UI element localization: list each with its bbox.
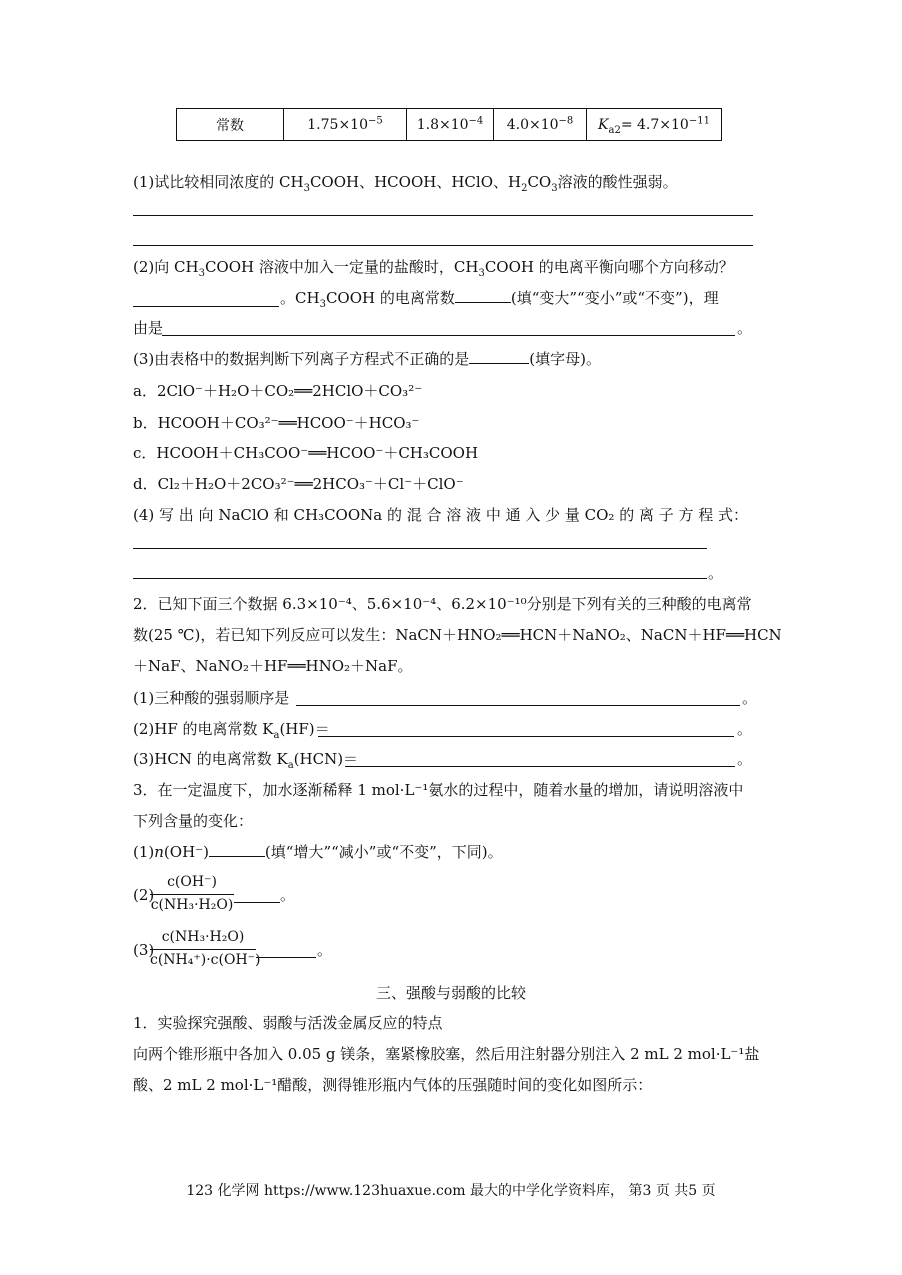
- sub3: 3: [198, 268, 205, 279]
- answer-line[interactable]: [162, 335, 735, 336]
- numerator: c(NH₃·H₂O): [161, 929, 245, 945]
- page-footer: 123 化学网 https://www.123huaxue.com 最大的中学化学资料库， 第3 页 共5 页: [186, 1183, 716, 1199]
- problem-3-line-1: 3．在一定温度下，加水逐渐稀释 1 mol·L⁻¹氨水的过程中，随着水量的增加，请说明溶液中: [133, 781, 744, 799]
- section-heading-1: 1．实验探究强酸、弱酸与活泼金属反应的特点: [133, 1014, 443, 1032]
- answer-blank[interactable]: [455, 288, 511, 303]
- value-text: 4.0×10: [506, 116, 559, 133]
- answer-line[interactable]: [296, 705, 740, 706]
- denominator: c(NH₄⁺)·c(OH⁻): [150, 952, 261, 968]
- sub3: 3: [319, 299, 326, 310]
- numerator: c(OH⁻): [167, 874, 217, 890]
- t: 。CH: [280, 289, 320, 307]
- answer-line[interactable]: [133, 548, 707, 549]
- label-text: 常数: [216, 117, 244, 134]
- value-text: = 4.7×10: [620, 116, 689, 133]
- fraction-2: [150, 874, 234, 914]
- problem-2-line-1: 2．已知下面三个数据 6.3×10⁻⁴、5.6×10⁻⁴、6.2×10⁻¹⁰分别是下列有关的三种酸的电离常: [133, 595, 752, 613]
- fraction-bar: [150, 894, 234, 895]
- sub3: 3: [551, 183, 558, 194]
- t: (3)HCN 的电离常数 K: [133, 750, 288, 768]
- question-2-line-2: [280, 288, 719, 308]
- problem-2-sub-2: [133, 719, 330, 739]
- t: (填字母)。: [529, 350, 601, 368]
- sub3: 3: [303, 183, 310, 194]
- answer-blank[interactable]: [209, 842, 265, 857]
- t: COOH 的电离平衡向哪个方向移动？: [484, 258, 734, 276]
- answer-line[interactable]: [133, 245, 753, 246]
- t: (填“增大”“减小”或“不变”，下同)。: [264, 843, 503, 861]
- answer-blank[interactable]: [469, 349, 529, 364]
- question-3-stem: [133, 349, 601, 369]
- period: 。: [737, 319, 753, 337]
- exponent: −11: [688, 114, 710, 126]
- sub-a: a: [287, 760, 294, 771]
- value-text: 1.75×10: [307, 116, 368, 133]
- t: (HCN)＝: [293, 750, 359, 768]
- problem-2-sub-1: (1)三种酸的强弱顺序是: [133, 689, 290, 707]
- sub-a: a: [273, 730, 280, 741]
- exponent: −5: [367, 114, 383, 126]
- sub3: 3: [478, 268, 485, 279]
- denominator: c(NH₃·H₂O): [150, 897, 234, 913]
- table-cell-hcooh: [407, 109, 494, 141]
- period: 。: [708, 564, 724, 582]
- t: COOH、HCOOH、HClO、H: [309, 173, 522, 191]
- table-cell-h2co3: [587, 109, 722, 141]
- t: (2)HF 的电离常数 K: [133, 720, 274, 738]
- period: 。: [742, 689, 758, 707]
- problem-3-sub-1: [133, 842, 503, 862]
- period: 。: [737, 720, 753, 738]
- period: 。: [317, 941, 333, 959]
- section-title: 三、强酸与弱酸的比较: [375, 984, 526, 1002]
- n-symbol: n: [154, 843, 164, 861]
- t: (1): [133, 843, 155, 861]
- t: (2)向 CH: [133, 258, 199, 276]
- question-2-line-3: [133, 318, 163, 338]
- t: CO: [527, 173, 552, 191]
- answer-line[interactable]: [133, 215, 753, 216]
- t: 由是: [133, 319, 164, 337]
- option-c: c．HCOOH＋CH₃COO⁻══HCOO⁻＋CH₃COOH: [133, 444, 479, 462]
- sub2: 2: [521, 183, 528, 194]
- problem-2-sub-3: [133, 749, 358, 769]
- problem-3-sub-3-label: (3): [133, 941, 155, 959]
- t: 溶液的酸性强弱。: [557, 173, 678, 191]
- section-paragraph-line-2: 酸、2 mL 2 mol·L⁻¹醋酸，测得锥形瓶内气体的压强随时间的变化如图所示：: [133, 1076, 653, 1094]
- problem-3-line-2: 下列含量的变化：: [133, 812, 254, 830]
- option-b: b．HCOOH＋CO₃²⁻══HCOO⁻＋HCO₃⁻: [133, 414, 420, 432]
- question-1-text: [133, 172, 678, 192]
- answer-blank[interactable]: [234, 902, 280, 903]
- answer-line[interactable]: [133, 578, 707, 579]
- exponent: −4: [468, 114, 484, 126]
- table-cell-hclo: [494, 109, 587, 141]
- t: (OH⁻): [163, 843, 209, 861]
- problem-2-line-2: 数(25 ℃)，若已知下列反应可以发生：NaCN＋HNO₂══HCN＋NaNO₂、NaCN＋HF══HCN: [133, 626, 782, 644]
- t: (3)由表格中的数据判断下列离子方程式不正确的是: [133, 350, 470, 368]
- problem-2-line-3: ＋NaF、NaNO₂＋HF══HNO₂＋NaF。: [133, 657, 413, 675]
- period: 。: [737, 750, 753, 768]
- option-d: d．Cl₂＋H₂O＋2CO₃²⁻══2HCO₃⁻＋Cl⁻＋ClO⁻: [133, 475, 464, 493]
- k-symbol: K: [598, 116, 609, 133]
- k-subscript: a2: [608, 124, 621, 136]
- section-paragraph-line-1: 向两个锥形瓶中各加入 0.05 g 镁条，塞紧橡胶塞，然后用注射器分别注入 2 mL 2 mol·L⁻¹盐: [133, 1045, 760, 1063]
- t: COOH 的电离常数: [325, 289, 455, 307]
- answer-line[interactable]: [318, 736, 734, 737]
- value-text: 1.8×10: [416, 116, 469, 133]
- t: COOH 溶液中加入一定量的盐酸时，CH: [204, 258, 479, 276]
- answer-blank[interactable]: [133, 306, 279, 307]
- table-cell-ch3cooh: [284, 109, 407, 141]
- question-4-text: (4) 写 出 向 NaClO 和 CH₃COONa 的 混 合 溶 液 中 通 入 少 量 CO₂ 的 离 子 方 程 式：: [133, 506, 749, 524]
- table-cell-label: [177, 109, 284, 141]
- option-a: a．2ClO⁻＋H₂O＋CO₂══2HClO＋CO₃²⁻: [133, 382, 423, 400]
- fraction-3: [150, 929, 261, 969]
- table-row: [177, 109, 722, 141]
- exponent: −8: [558, 114, 574, 126]
- answer-line[interactable]: [345, 766, 735, 767]
- problem-3-sub-2-label: (2): [133, 886, 155, 904]
- ionization-constant-table: [176, 108, 722, 141]
- t: (填“变大”“变小”或“不变”)，理: [510, 289, 719, 307]
- question-2-line-1: [133, 257, 734, 277]
- t: (HF)＝: [279, 720, 330, 738]
- answer-blank[interactable]: [256, 957, 316, 958]
- t: (1)试比较相同浓度的 CH: [133, 173, 304, 191]
- period: 。: [280, 886, 296, 904]
- fraction-bar: [150, 949, 256, 950]
